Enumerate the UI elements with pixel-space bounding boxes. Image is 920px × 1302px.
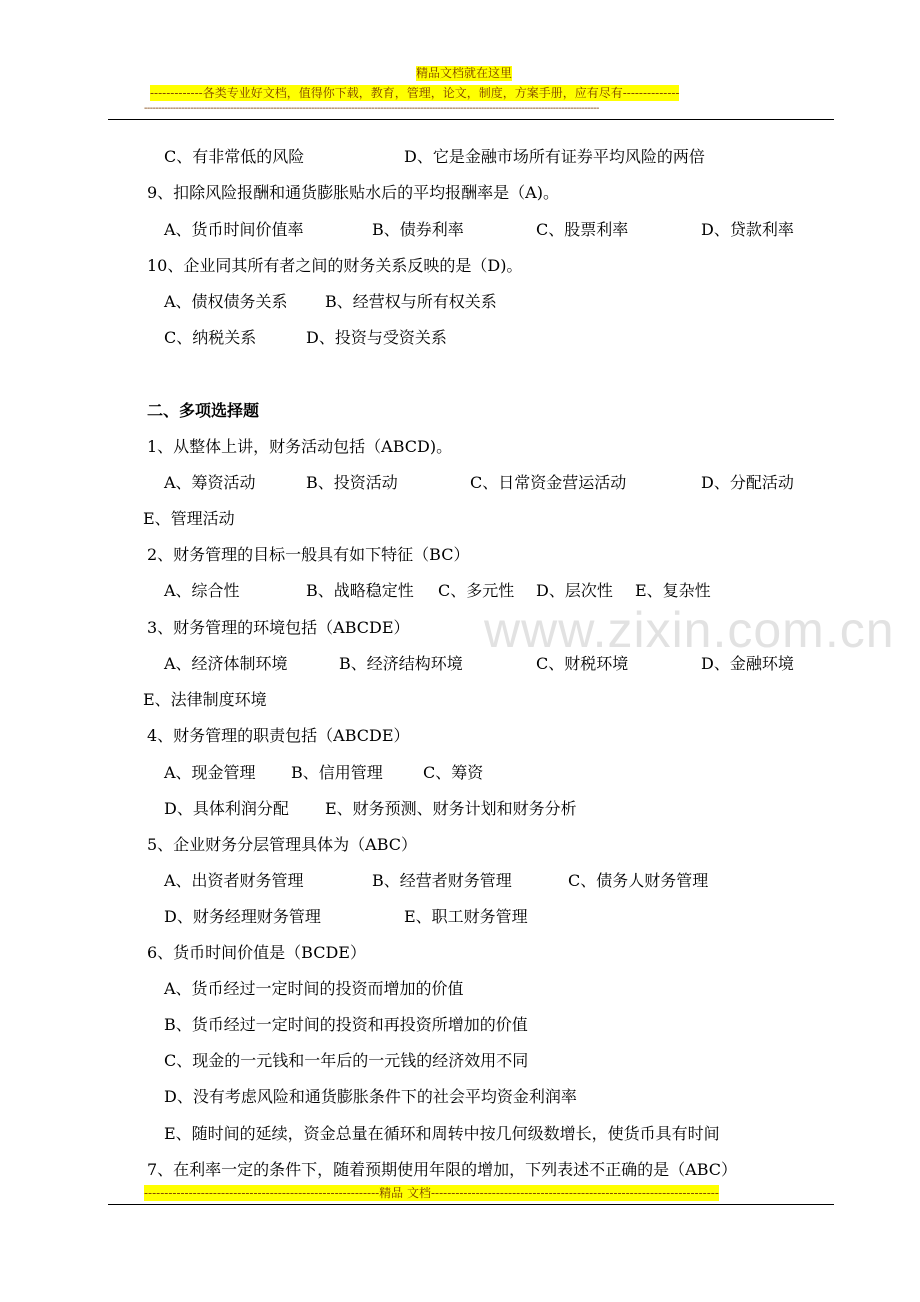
option-a: A、债权债务关系	[164, 292, 288, 311]
option-c: C、有非常低的风险	[164, 147, 305, 166]
option-a: A、货币经过一定时间的投资而增加的价值	[164, 979, 464, 998]
question-9: 9、扣除风险报酬和通货膨胀贴水后的平均报酬率是（A)。	[147, 183, 559, 202]
question-1: 1、从整体上讲，财务活动包括（ABCD)。	[147, 437, 453, 456]
option-d: D、没有考虑风险和通货膨胀条件下的社会平均资金利润率	[164, 1087, 577, 1106]
option-c: C、财税环境	[536, 654, 629, 673]
option-d: D、层次性	[536, 581, 613, 600]
question-4: 4、财务管理的职责包括（ABCDE）	[147, 726, 410, 745]
question-3: 3、财务管理的环境包括（ABCDE）	[147, 618, 410, 637]
option-d: D、财务经理财务管理	[164, 907, 321, 926]
option-c: C、现金的一元钱和一年后的一元钱的经济效用不同	[164, 1051, 529, 1070]
question-6: 6、货币时间价值是（BCDE）	[147, 943, 366, 962]
option-d: D、具体利润分配	[164, 799, 289, 818]
option-c: C、多元性	[438, 581, 515, 600]
option-b: B、信用管理	[291, 763, 383, 782]
header-title: 精品文档就在这里	[416, 66, 513, 80]
option-e: E、法律制度环境	[143, 690, 267, 709]
option-e: E、管理活动	[143, 509, 235, 528]
section-heading: 二、多项选择题	[147, 401, 260, 420]
option-c: C、纳税关系	[164, 328, 257, 347]
option-d: D、投资与受资关系	[306, 328, 447, 347]
option-a: A、出资者财务管理	[164, 871, 304, 890]
footer-bar: ----------------------------------------------------------精品 文档-----------------------------------------------------------------------	[144, 1186, 719, 1200]
option-a: A、货币时间价值率	[164, 220, 304, 239]
option-e: E、财务预测、财务计划和财务分析	[325, 799, 577, 818]
option-c: C、债务人财务管理	[568, 871, 709, 890]
option-c: C、股票利率	[536, 220, 629, 239]
question-10: 10、企业同其所有者之间的财务关系反映的是（D)。	[147, 256, 523, 275]
option-c: C、日常资金营运活动	[470, 473, 627, 492]
option-e: E、职工财务管理	[404, 907, 528, 926]
footer-rule	[108, 1204, 834, 1205]
question-7: 7、在利率一定的条件下，随着预期使用年限的增加，下列表述不正确的是（ABC）	[147, 1160, 738, 1179]
option-d: D、分配活动	[701, 473, 794, 492]
option-e: E、随时间的延续，资金总量在循环和周转中按几何级数增长，使货币具有时间	[164, 1124, 720, 1143]
option-d: D、贷款利率	[701, 220, 794, 239]
watermark: www.zixin.com.cn	[484, 602, 895, 658]
header-rule	[108, 119, 834, 120]
option-b: B、货币经过一定时间的投资和再投资所增加的价值	[164, 1015, 528, 1034]
option-a: A、经济体制环境	[164, 654, 288, 673]
option-b: B、战略稳定性	[306, 581, 414, 600]
option-a: A、现金管理	[164, 763, 256, 782]
header-dashes: --------------------------------------------------------------------------------------------------------------------------------------------------------------	[144, 103, 599, 114]
option-a: A、筹资活动	[164, 473, 256, 492]
option-c: C、筹资	[423, 763, 484, 782]
option-b: B、经营者财务管理	[372, 871, 512, 890]
question-2: 2、财务管理的目标一般具有如下特征（BC）	[147, 545, 470, 564]
option-d: D、它是金融市场所有证券平均风险的两倍	[404, 147, 705, 166]
option-b: B、经营权与所有权关系	[325, 292, 497, 311]
question-5: 5、企业财务分层管理具体为（ABC）	[147, 835, 418, 854]
option-a: A、综合性	[164, 581, 240, 600]
option-b: B、债券利率	[372, 220, 464, 239]
option-b: B、投资活动	[306, 473, 398, 492]
option-b: B、经济结构环境	[339, 654, 463, 673]
option-d: D、金融环境	[701, 654, 794, 673]
header-subtitle: -------------各类专业好文档，值得你下载，教育，管理，论文，制度，方案手册，应有尽有--------------	[150, 86, 680, 100]
option-e: E、复杂性	[635, 581, 711, 600]
